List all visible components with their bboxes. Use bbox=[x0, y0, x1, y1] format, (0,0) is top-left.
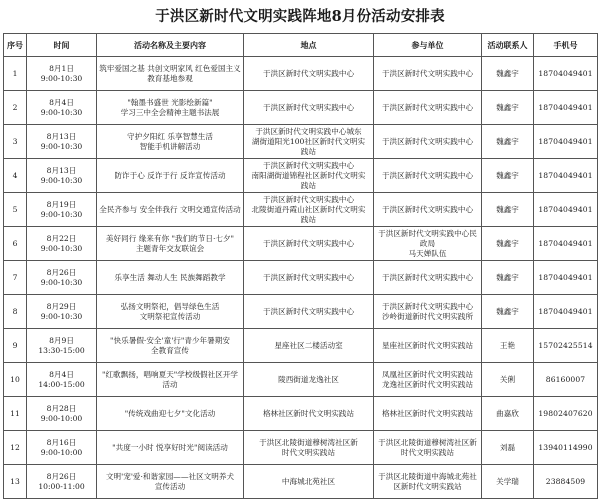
cell-date-text: 8月26日 bbox=[46, 267, 77, 277]
cell-time-text: 9:00-10:00 bbox=[40, 413, 83, 423]
content-line: 防诈于心 反诈于行 反诈宣传活动 bbox=[114, 170, 226, 180]
cell-contact: 魏鑫宇 bbox=[482, 125, 534, 159]
cell-contact: 魏鑫宇 bbox=[482, 91, 534, 125]
cell-time-text: 14:00-15:00 bbox=[38, 379, 85, 389]
content-line: "传统戏曲迎七夕"文化活动 bbox=[124, 408, 216, 418]
units-line: 于洪区新时代文明实践中心 bbox=[381, 170, 474, 180]
table-row bbox=[4, 329, 598, 363]
venue-line: 于洪区北陵街道穆树湾社区新 bbox=[259, 437, 358, 447]
units-line: 时代文明实践站 bbox=[400, 447, 455, 457]
cell-contact: 魏鑫宇 bbox=[482, 159, 534, 193]
cell-content bbox=[97, 329, 244, 363]
cell-date-text: 8月29日 bbox=[46, 301, 77, 311]
units-line: 于洪区新时代文明实践中心 bbox=[381, 136, 474, 146]
cell-units bbox=[374, 397, 482, 431]
cell-time-text: 9:00-10:30 bbox=[40, 311, 83, 321]
cell-content bbox=[97, 363, 244, 397]
units-line: 沙岭街道新时代文明实践所 bbox=[381, 311, 474, 321]
cell-date-text: 8月22日 bbox=[46, 233, 77, 243]
content-line: "红歌飘扬，唱响夏天"学校级假社区开学活动 bbox=[101, 369, 239, 389]
cell-no: 10 bbox=[4, 363, 27, 397]
cell-phone: 18704049401 bbox=[534, 227, 598, 261]
cell-content bbox=[97, 397, 244, 431]
cell-contact: 魏鑫宇 bbox=[482, 261, 534, 295]
cell-venue bbox=[244, 261, 374, 295]
cell-contact: 魏鑫宇 bbox=[482, 295, 534, 329]
cell-no: 2 bbox=[4, 91, 27, 125]
venue-line: 陵西街道龙逸社区 bbox=[278, 374, 339, 384]
venue-line: 湖街道阳光100社区新时代文明实 bbox=[251, 136, 366, 146]
cell-time-text: 9:00-10:30 bbox=[40, 73, 83, 83]
cell-time bbox=[27, 227, 97, 261]
content-line: 文明祭祀宣传活动 bbox=[139, 311, 201, 321]
venue-line: 南阳湖街道锦程社区新时代文明实 bbox=[251, 170, 366, 180]
cell-content bbox=[97, 125, 244, 159]
cell-venue bbox=[244, 329, 374, 363]
cell-units bbox=[374, 261, 482, 295]
content-line: 美好同行 缘来有你 "我们的节日·七夕" bbox=[105, 233, 235, 243]
cell-contact: 魏鑫宇 bbox=[482, 227, 534, 261]
venue-line: 践站 bbox=[300, 180, 317, 190]
venue-line: 践站 bbox=[300, 214, 317, 224]
cell-content bbox=[97, 465, 244, 499]
cell-venue bbox=[244, 91, 374, 125]
units-line: 于洪区新时代文明实践中心 bbox=[381, 102, 474, 112]
table-row bbox=[4, 431, 598, 465]
cell-time-text: 9:00-10:30 bbox=[40, 175, 83, 185]
cell-content bbox=[97, 295, 244, 329]
content-line: 弘扬文明祭祀，倡导绿色生活 bbox=[120, 301, 220, 311]
cell-time-text: 10:00-11:00 bbox=[38, 481, 85, 491]
content-line: 宣传活动 bbox=[154, 481, 186, 491]
cell-phone: 18704049401 bbox=[534, 261, 598, 295]
cell-venue bbox=[244, 363, 374, 397]
cell-time-text: 9:00-10:30 bbox=[40, 107, 83, 117]
content-line: 文明'宠'爱·和谐家园——社区文明养犬 bbox=[105, 471, 235, 481]
cell-time bbox=[27, 159, 97, 193]
cell-venue bbox=[244, 227, 374, 261]
table-header-row bbox=[4, 34, 598, 57]
cell-time bbox=[27, 363, 97, 397]
cell-contact: 魏鑫宇 bbox=[482, 57, 534, 91]
cell-date-text: 8月9日 bbox=[49, 335, 74, 345]
cell-no: 9 bbox=[4, 329, 27, 363]
content-line: 教育基地参观 bbox=[147, 73, 193, 83]
cell-no: 4 bbox=[4, 159, 27, 193]
table-row bbox=[4, 91, 598, 125]
cell-time-text: 9:00-10:30 bbox=[40, 209, 83, 219]
cell-content bbox=[97, 91, 244, 125]
cell-units bbox=[374, 193, 482, 227]
cell-content bbox=[97, 159, 244, 193]
cell-units bbox=[374, 125, 482, 159]
units-line: 于洪区新时代文明实践中心 bbox=[381, 68, 474, 78]
cell-units bbox=[374, 227, 482, 261]
units-line: 于洪区北陵街道中海城北苑社 bbox=[378, 471, 477, 481]
cell-no: 1 bbox=[4, 57, 27, 91]
cell-time bbox=[27, 329, 97, 363]
cell-phone: 15702425514 bbox=[534, 329, 598, 363]
venue-line: 于洪区新时代文明实践中心 bbox=[262, 102, 355, 112]
table-row bbox=[4, 363, 598, 397]
content-line: 智能手机讲解活动 bbox=[139, 141, 201, 151]
venue-line: 于洪区新时代文明实践中心 bbox=[262, 272, 355, 282]
cell-no: 6 bbox=[4, 227, 27, 261]
cell-contact: 关学瑞 bbox=[482, 465, 534, 499]
cell-venue bbox=[244, 159, 374, 193]
header-phone: 手机号 bbox=[534, 34, 598, 57]
cell-phone: 19802407620 bbox=[534, 397, 598, 431]
cell-time-text: 9:00-10:30 bbox=[40, 243, 83, 253]
cell-date-text: 8月19日 bbox=[46, 199, 77, 209]
table-row bbox=[4, 295, 598, 329]
cell-contact: 王艳 bbox=[482, 329, 534, 363]
cell-date-text: 8月4日 bbox=[49, 369, 74, 379]
cell-units bbox=[374, 431, 482, 465]
units-line: 凤凰社区新时代文明实践站 bbox=[381, 369, 474, 379]
cell-date-text: 8月26日 bbox=[46, 471, 77, 481]
content-line: "共度一小时 悦享好时光"阅读活动 bbox=[112, 442, 228, 452]
cell-units bbox=[374, 159, 482, 193]
cell-time bbox=[27, 397, 97, 431]
cell-no: 3 bbox=[4, 125, 27, 159]
cell-date-text: 8月16日 bbox=[46, 437, 77, 447]
units-line: 于洪区北陵街道穆树湾社区新 bbox=[378, 437, 477, 447]
cell-venue bbox=[244, 465, 374, 499]
table-body bbox=[4, 57, 598, 499]
cell-time-text: 13:30-15:00 bbox=[38, 345, 85, 355]
venue-line: 北陵街道丹霞山社区新时代文明实 bbox=[251, 204, 366, 214]
cell-content bbox=[97, 57, 244, 91]
content-line: 全教育宣传 bbox=[151, 345, 189, 355]
content-line: 学习三中全会精神主题书法展 bbox=[120, 107, 220, 117]
header-contact: 活动联系人 bbox=[482, 34, 534, 57]
cell-no: 13 bbox=[4, 465, 27, 499]
cell-time-text: 9:00-10:30 bbox=[40, 277, 83, 287]
units-line: 龙逸社区新时代文明实践站 bbox=[381, 379, 474, 389]
venue-line: 践站 bbox=[300, 146, 317, 156]
cell-content bbox=[97, 431, 244, 465]
cell-content bbox=[97, 227, 244, 261]
venue-line: 于洪区新时代文明实践中心 bbox=[262, 306, 355, 316]
cell-no: 5 bbox=[4, 193, 27, 227]
header-content: 活动名称及主要内容 bbox=[97, 34, 244, 57]
venue-line: 于洪区新时代文明实践中心 bbox=[262, 160, 355, 170]
table-row bbox=[4, 397, 598, 431]
content-line: "翰墨书盛世 光影绘新篇" bbox=[127, 97, 213, 107]
content-line: 主题青年交友联谊会 bbox=[135, 243, 205, 253]
header-time: 时间 bbox=[27, 34, 97, 57]
cell-phone: 86160007 bbox=[534, 363, 598, 397]
cell-contact: 关俐 bbox=[482, 363, 534, 397]
venue-line: 于洪区新时代文明实践中心 bbox=[262, 194, 355, 204]
cell-time-text: 9:00-10:30 bbox=[40, 141, 83, 151]
cell-venue bbox=[244, 125, 374, 159]
units-line: 于洪区新时代文明实践中心 bbox=[381, 272, 474, 282]
cell-phone: 18704049401 bbox=[534, 125, 598, 159]
cell-venue bbox=[244, 397, 374, 431]
cell-phone: 13940114990 bbox=[534, 431, 598, 465]
cell-phone: 18704049401 bbox=[534, 57, 598, 91]
venue-line: 于洪区新时代文明实践中心 bbox=[262, 68, 355, 78]
cell-no: 7 bbox=[4, 261, 27, 295]
table-row bbox=[4, 159, 598, 193]
cell-venue bbox=[244, 295, 374, 329]
cell-time-text: 9:00-10:00 bbox=[40, 447, 83, 457]
content-line: 守护夕阳红 乐享智慧生活 bbox=[127, 131, 213, 141]
content-line: 筑牢爱国之基 共创文明家风 红色爱国主义 bbox=[99, 63, 241, 73]
units-line: 区新时代文明实践站 bbox=[393, 481, 462, 491]
cell-content bbox=[97, 261, 244, 295]
cell-time bbox=[27, 125, 97, 159]
cell-phone: 18704049401 bbox=[534, 159, 598, 193]
cell-time bbox=[27, 431, 97, 465]
cell-time bbox=[27, 91, 97, 125]
cell-no: 8 bbox=[4, 295, 27, 329]
cell-units bbox=[374, 465, 482, 499]
header-venue: 地点 bbox=[244, 34, 374, 57]
cell-units bbox=[374, 295, 482, 329]
cell-time bbox=[27, 261, 97, 295]
cell-time bbox=[27, 57, 97, 91]
venue-line: 于洪区新时代文明实践中心 bbox=[262, 238, 355, 248]
cell-venue bbox=[244, 57, 374, 91]
units-line: 星座社区新时代文明实践站 bbox=[381, 340, 474, 350]
cell-units bbox=[374, 91, 482, 125]
units-line: 于洪区新时代文明实践中心 bbox=[381, 204, 474, 214]
cell-venue bbox=[244, 431, 374, 465]
units-line: 马天婵队伍 bbox=[408, 248, 447, 258]
cell-phone: 18704049401 bbox=[534, 91, 598, 125]
cell-date-text: 8月13日 bbox=[46, 165, 77, 175]
cell-contact: 曲嘉欣 bbox=[482, 397, 534, 431]
table-row bbox=[4, 465, 598, 499]
cell-no: 11 bbox=[4, 397, 27, 431]
cell-units bbox=[374, 363, 482, 397]
units-line: 于洪区新时代文明实践中心民政局 bbox=[378, 228, 477, 248]
cell-content bbox=[97, 193, 244, 227]
cell-date-text: 8月13日 bbox=[46, 131, 77, 141]
header-units: 参与单位 bbox=[374, 34, 482, 57]
cell-contact: 刘磊 bbox=[482, 431, 534, 465]
cell-date-text: 8月28日 bbox=[46, 403, 77, 413]
units-line: 于洪区新时代文明实践中心 bbox=[381, 301, 474, 311]
cell-date-text: 8月4日 bbox=[49, 97, 74, 107]
cell-venue bbox=[244, 193, 374, 227]
table-row bbox=[4, 227, 598, 261]
content-line: 全民齐参与 安全伴我行 文明交通宣传活动 bbox=[99, 204, 241, 214]
venue-line: 于洪区新时代文明实践中心城东 bbox=[255, 126, 362, 136]
cell-units bbox=[374, 57, 482, 91]
table-row bbox=[4, 125, 598, 159]
venue-line: 格林社区新时代文明实践站 bbox=[262, 408, 355, 418]
content-line: 乐享生活 舞动人生 民族舞蹈教学 bbox=[114, 272, 226, 282]
cell-phone: 23884509 bbox=[534, 465, 598, 499]
cell-no: 12 bbox=[4, 431, 27, 465]
content-line: "快乐暑假·安全'童'行"青少年暑期安 bbox=[110, 335, 230, 345]
cell-contact: 魏鑫宇 bbox=[482, 193, 534, 227]
venue-line: 星座社区二楼活动室 bbox=[274, 340, 343, 350]
cell-units bbox=[374, 329, 482, 363]
table-row bbox=[4, 57, 598, 91]
cell-phone: 18704049401 bbox=[534, 295, 598, 329]
cell-time bbox=[27, 295, 97, 329]
schedule-table bbox=[3, 33, 598, 499]
venue-line: 时代文明实践站 bbox=[281, 447, 336, 457]
table-row bbox=[4, 193, 598, 227]
table-row bbox=[4, 261, 598, 295]
units-line: 格林社区新时代文明实践站 bbox=[381, 408, 474, 418]
cell-time bbox=[27, 193, 97, 227]
venue-line: 中海城北苑社区 bbox=[281, 476, 336, 486]
header-no: 序号 bbox=[4, 34, 27, 57]
page-title: 于洪区新时代文明实践阵地8月份活动安排表 bbox=[155, 8, 445, 25]
cell-date-text: 8月1日 bbox=[49, 63, 74, 73]
cell-phone: 18704049401 bbox=[534, 193, 598, 227]
cell-time bbox=[27, 465, 97, 499]
